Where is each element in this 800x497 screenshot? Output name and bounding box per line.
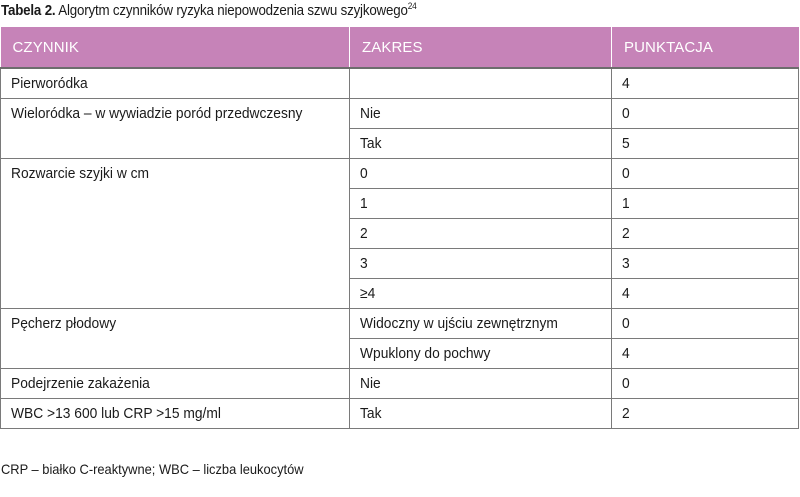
table-row (1, 98, 799, 128)
cell-score: 0 (612, 98, 799, 128)
cell-score: 0 (612, 158, 799, 188)
cell-factor: Rozwarcie szyjki w cm (1, 158, 350, 308)
cell-factor: Pierworódka (1, 68, 350, 98)
cell-score: 4 (612, 278, 799, 308)
cell-score: 4 (612, 338, 799, 368)
cell-range: Tak (350, 128, 612, 158)
cell-score: 3 (612, 248, 799, 278)
cell-score: 0 (612, 368, 799, 398)
table-row (1, 368, 799, 398)
cell-range: 1 (350, 188, 612, 218)
cell-range: 2 (350, 218, 612, 248)
cell-score: 0 (612, 308, 799, 338)
cell-score: 1 (612, 188, 799, 218)
caption-label: Tabela 2. (1, 3, 56, 19)
caption-reference: 24 (407, 1, 417, 12)
cell-range: Tak (350, 398, 612, 428)
cell-score: 4 (612, 68, 799, 98)
table-footnote: CRP – białko C-reaktywne; WBC – liczba leukocytów (1, 461, 304, 477)
cell-range: 0 (350, 158, 612, 188)
cell-factor: WBC >13 600 lub CRP >15 mg/ml (1, 398, 350, 428)
cell-range: Nie (350, 368, 612, 398)
cell-range: 3 (350, 248, 612, 278)
header-row (1, 27, 799, 68)
cell-range (350, 68, 612, 98)
cell-factor: Wieloródka – w wywiadzie poród przedwczesny (1, 98, 350, 158)
cell-factor: Podejrzenie zakażenia (1, 368, 350, 398)
table-caption (1, 3, 417, 19)
cell-score: 2 (612, 398, 799, 428)
header-score: PUNKTACJA (612, 27, 799, 68)
table-row (1, 398, 799, 428)
header-range: ZAKRES (350, 27, 612, 68)
cell-score: 5 (612, 128, 799, 158)
cell-range: Nie (350, 98, 612, 128)
table-row (1, 68, 799, 98)
table-row (1, 308, 799, 338)
header-factor: CZYNNIK (1, 27, 350, 68)
caption-text: Algorytm czynników ryzyka niepowodzenia szwu szyjkowego (55, 3, 408, 19)
risk-factor-table (0, 27, 799, 429)
cell-score: 2 (612, 218, 799, 248)
cell-range: ≥4 (350, 278, 612, 308)
table-row (1, 158, 799, 188)
cell-factor: Pęcherz płodowy (1, 308, 350, 368)
cell-range: Widoczny w ujściu zewnętrznym (350, 308, 612, 338)
cell-range: Wpuklony do pochwy (350, 338, 612, 368)
